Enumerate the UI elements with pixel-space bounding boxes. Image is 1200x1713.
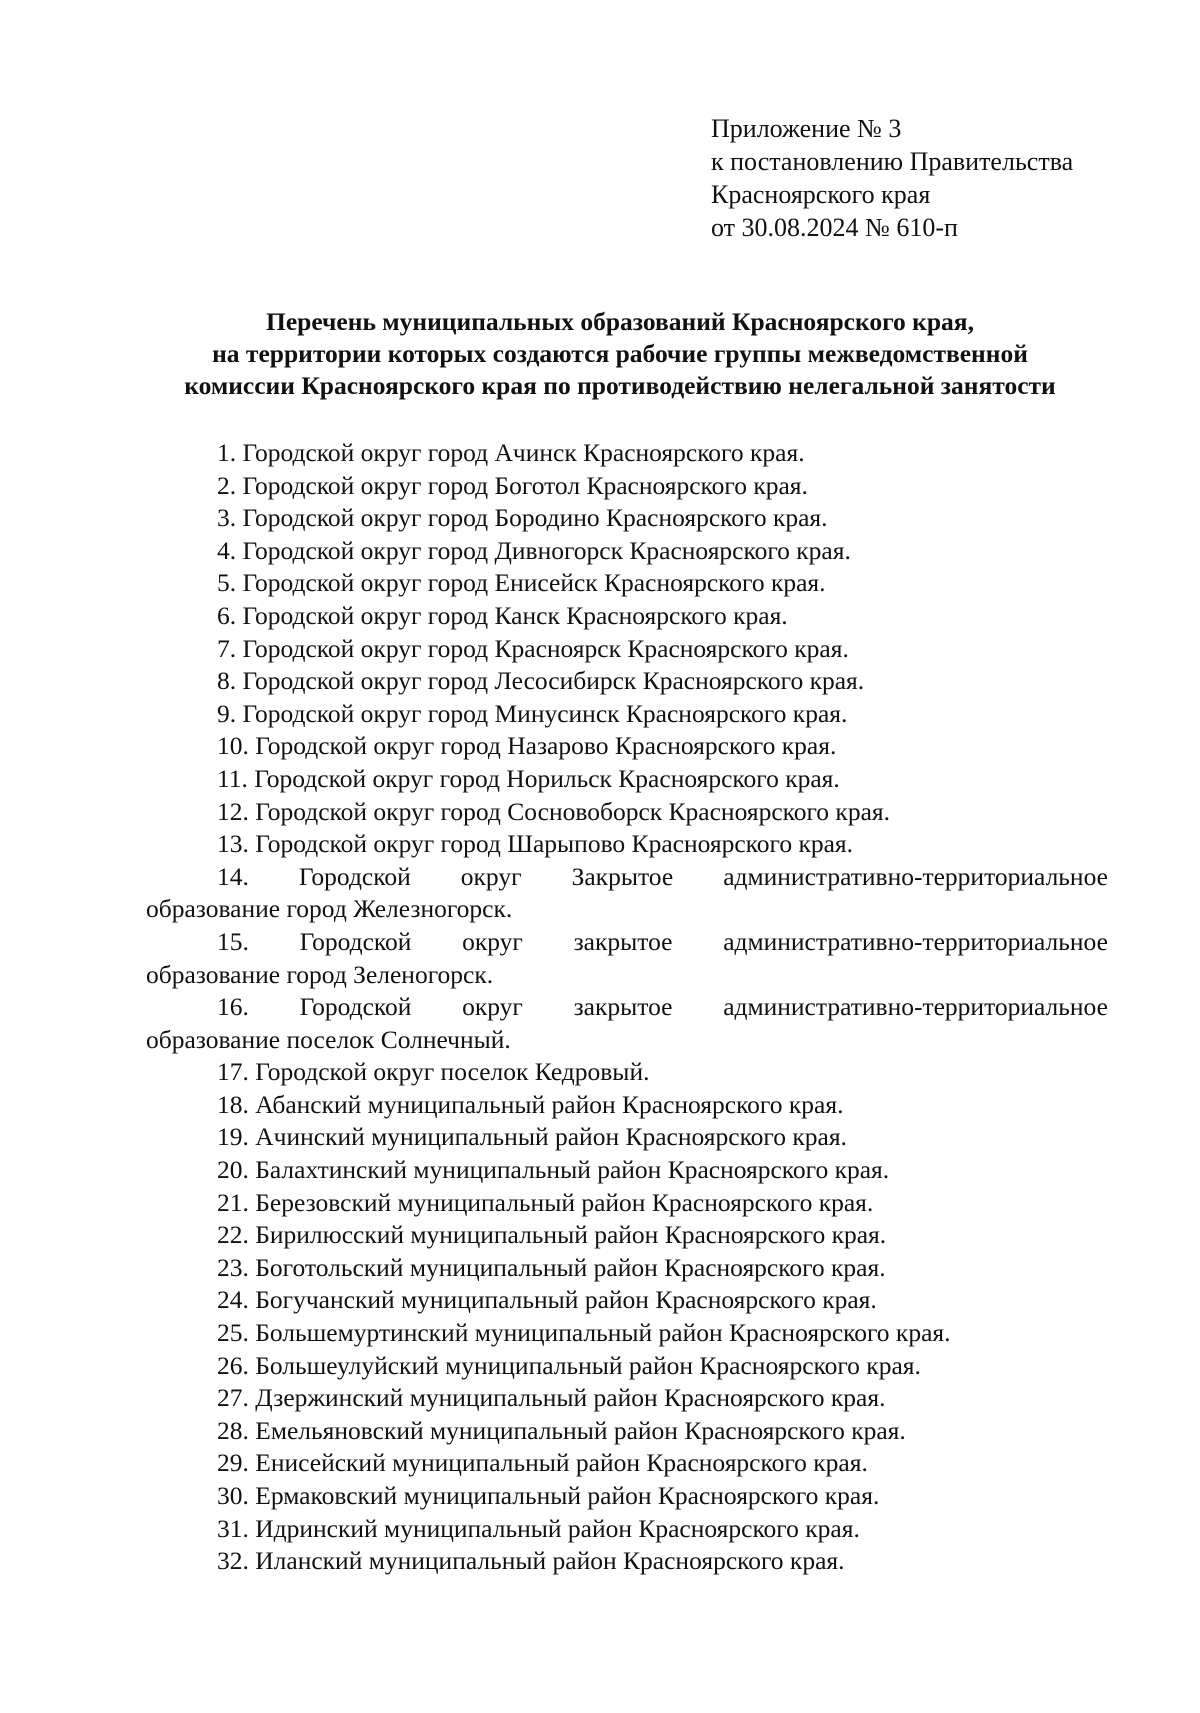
municipality-list: [146, 437, 1108, 1578]
word: 16.: [217, 992, 249, 1022]
list-item: 30. Ермаковский муниципальный район Красноярского края.: [217, 1481, 880, 1510]
list-item: 2. Городской округ город Боготол Красноярского края.: [217, 470, 808, 500]
list-item: 31. Идринский муниципальный район Красноярского края.: [217, 1513, 860, 1543]
title-line: комиссии Красноярского края по противодействию нелегальной занятости: [184, 371, 1056, 400]
list-item: 12. Городской округ город Сосновоборск Красноярского края.: [217, 796, 890, 826]
list-item: 4. Городской округ город Дивногорск Красноярского края.: [217, 535, 851, 565]
word: Городской: [299, 926, 412, 956]
list-item: 28. Емельяновский муниципальный район Красноярского края.: [217, 1415, 906, 1445]
list-item: 19. Ачинский муниципальный район Красноярского края.: [217, 1122, 847, 1152]
list-item-continuation: образование город Железногорск.: [146, 894, 513, 924]
list-item: 29. Енисейский муниципальный район Красноярского края.: [217, 1448, 868, 1478]
list-item: 20. Балахтинский муниципальный район Красноярского края.: [217, 1155, 890, 1185]
title-line: Перечень муниципальных образований Красноярского края,: [266, 307, 974, 336]
list-item: 7. Городской округ город Красноярск Красноярского края.: [217, 633, 849, 663]
word: Городской: [299, 992, 412, 1022]
appendix-header: [711, 112, 1073, 244]
word: 15.: [217, 926, 249, 956]
word: округ: [460, 861, 522, 891]
list-item: 26. Большеулуйский муниципальный район Красноярского края.: [217, 1350, 921, 1380]
list-item: 17. Городской округ поселок Кедровый.: [217, 1057, 650, 1087]
list-item: 6. Городской округ город Канск Красноярского края.: [217, 600, 788, 630]
list-item: 24. Богучанский муниципальный район Красноярского края.: [217, 1285, 877, 1315]
word: Городской: [298, 861, 411, 891]
appendix-region: Красноярского края: [711, 180, 931, 209]
word: округ: [462, 992, 523, 1022]
list-item: 25. Большемуртинский муниципальный район Красноярского края.: [217, 1318, 951, 1348]
list-item-first-line: [146, 861, 1108, 894]
word: округ: [462, 926, 523, 956]
document-title: [130, 306, 1110, 402]
appendix-date: от 30.08.2024 № 610-п: [711, 213, 958, 242]
list-item-continuation: образование поселок Солнечный.: [146, 1024, 511, 1054]
list-item: 23. Боготольский муниципальный район Красноярского края.: [217, 1252, 886, 1282]
list-item: 22. Бирилюсский муниципальный район Красноярского края.: [217, 1220, 887, 1250]
list-item: 3. Городской округ город Бородино Красноярского края.: [217, 503, 828, 533]
word: Закрытое: [571, 861, 674, 891]
list-item: 5. Городской округ город Енисейск Красноярского края.: [217, 568, 826, 598]
list-item: 9. Городской округ город Минусинск Красноярского края.: [217, 698, 848, 728]
list-item: 21. Березовский муниципальный район Красноярского края.: [217, 1187, 874, 1217]
word: административно-территориальное: [723, 861, 1108, 891]
word: закрытое: [573, 926, 673, 956]
word: 14.: [217, 861, 249, 891]
list-item: 1. Городской округ город Ачинск Красноярского края.: [217, 438, 805, 467]
list-item-first-line: [146, 991, 1108, 1024]
list-item: 11. Городской округ город Норильск Красноярского края.: [217, 763, 840, 793]
list-item: 32. Иланский муниципальный район Красноярского края.: [217, 1546, 845, 1576]
list-item: 10. Городской округ город Назарово Красноярского края.: [217, 731, 837, 761]
appendix-reference: к постановлению Правительства: [711, 147, 1074, 176]
list-item: 13. Городской округ город Шарыпово Красноярского края.: [217, 829, 854, 859]
list-item-first-line: [146, 926, 1108, 959]
word: административно-территориальное: [723, 992, 1108, 1022]
list-item-long: [146, 926, 1108, 991]
title-line: на территории которых создаются рабочие группы межведомственной: [212, 339, 1028, 368]
list-item-continuation: образование город Зеленогорск.: [146, 959, 494, 989]
list-item: 27. Дзержинский муниципальный район Красноярского края.: [217, 1383, 886, 1413]
list-item: 8. Городской округ город Лесосибирск Красноярского края.: [217, 666, 865, 696]
word: административно-территориальное: [723, 926, 1108, 956]
list-item-long: [146, 861, 1108, 926]
word: закрытое: [573, 992, 673, 1022]
appendix-number: Приложение № 3: [711, 114, 902, 143]
list-item: 18. Абанский муниципальный район Красноярского края.: [217, 1089, 844, 1119]
list-item-long: [146, 991, 1108, 1056]
